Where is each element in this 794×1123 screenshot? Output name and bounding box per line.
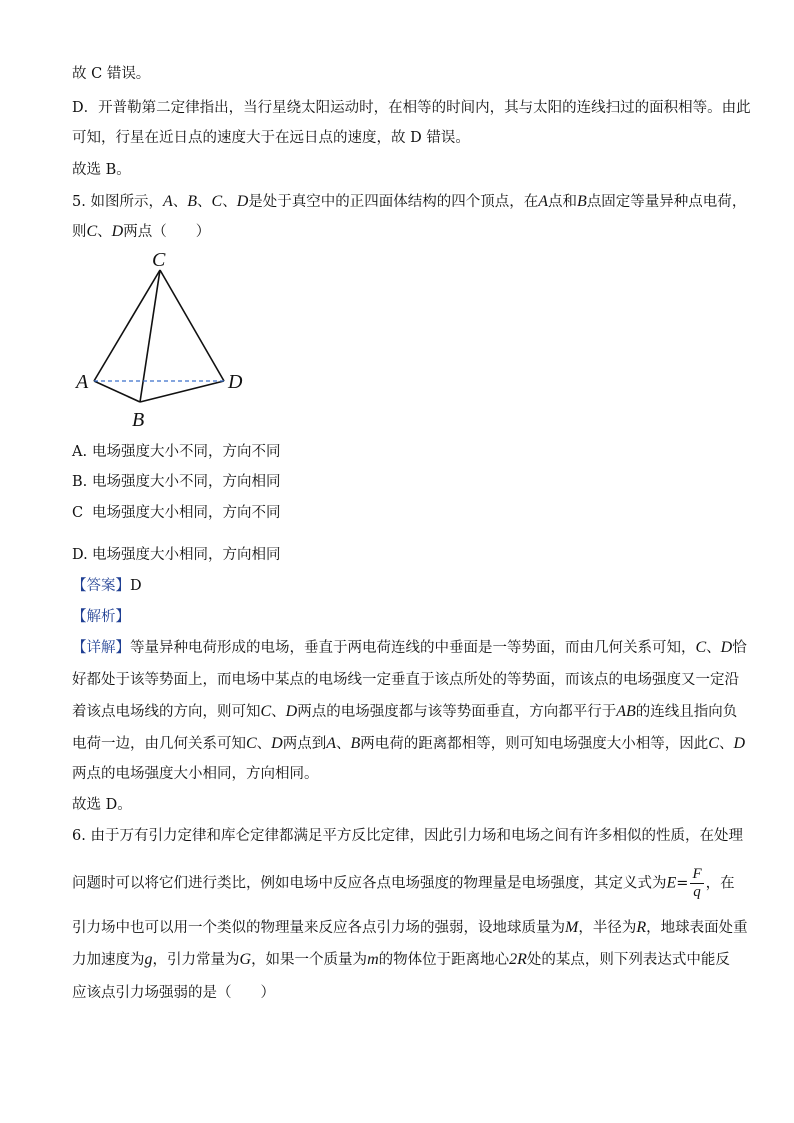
option-c[interactable]: C 电场强度大小相同，方向不同 xyxy=(72,505,281,521)
question-6-line-1: 6. 由于万有引力定律和库仑定律都满足平方反比定律，因此引力场和电场之间有许多相似的性质，在处理 xyxy=(72,828,743,844)
answer-line xyxy=(72,576,142,596)
question-6-line-4: 力加速度为g，引力常量为G，如果一个质量为m的物体位于距离地心2R处的某点，则下列表达式中能反 xyxy=(72,951,730,968)
text-line: 故 C 错误。 xyxy=(72,66,151,82)
vertex-label-d: D xyxy=(228,371,243,393)
option-d[interactable]: D. 电场强度大小相同，方向相同 xyxy=(72,547,281,563)
edge-cb xyxy=(140,270,160,402)
answer-tag: 【答案】 xyxy=(72,578,130,594)
fraction-f-over-q: $\frac{F}{q}$ xyxy=(692,866,702,900)
option-a[interactable]: A. 电场强度大小不同，方向不同 xyxy=(72,444,281,460)
conclusion-line: 故选 D。 xyxy=(72,797,132,813)
vertex-label-c: C xyxy=(152,249,166,271)
option-b[interactable]: B. 电场强度大小不同，方向相同 xyxy=(72,474,281,490)
answer-value: D xyxy=(130,578,142,594)
edge-cd xyxy=(160,270,224,381)
edge-ab xyxy=(94,381,140,402)
question-5-stem: 5. 如图所示，A、B、C、D是处于真空中的正四面体结构的四个顶点，在A点和B点固定等量异种点电荷， xyxy=(72,193,747,210)
detail-line-5: 两点的电场强度大小相同，方向相同。 xyxy=(72,766,319,782)
text-line: D．开普勒第二定律指出，当行星绕太阳运动时，在相等的时间内，其与太阳的连线扫过的面积相等。由此 xyxy=(72,100,751,116)
text-line: 故选 B。 xyxy=(72,162,131,178)
text-line: 可知，行星在近日点的速度大于在远日点的速度，故 D 错误。 xyxy=(72,130,470,146)
analysis-line xyxy=(72,607,130,627)
tetrahedron-figure xyxy=(72,248,262,433)
analysis-tag: 【解析】 xyxy=(72,609,130,625)
detail-line-2: 好都处于该等势面上，而电场中某点的电场线一定垂直于该点所处的等势面，而该点的电场强度又一定沿 xyxy=(72,672,739,688)
edge-bd xyxy=(140,381,224,402)
vertex-label-a: A xyxy=(76,371,89,393)
detail-tag: 【详解】 xyxy=(72,640,130,656)
question-6-line-3: 引力场中也可以用一个类似的物理量来反应各点引力场的强弱，设地球质量为M，半径为R，地球表面处重 xyxy=(72,919,748,936)
question-6-line-2: 问题时可以将它们进行类比，例如电场中反应各点电场强度的物理量是电场强度，其定义式为E= $\frac{F}{q}$ ，在 xyxy=(72,866,735,900)
edge-ca xyxy=(94,270,160,381)
question-6-line-5: 应该点引力场强弱的是（ ） xyxy=(72,985,275,1001)
detail-line-1: 【详解】等量异种电荷形成的电场，垂直于两电荷连线的中垂面是一等势面，而由几何关系可知，C、D恰 xyxy=(72,639,747,656)
question-5-stem-cont: 则C、D两点（ ） xyxy=(72,223,211,240)
vertex-label-b: B xyxy=(132,409,145,431)
detail-line-4: 电荷一边，由几何关系可知C、D两点到A、B两电荷的距离都相等，则可知电场强度大小相等，因此C、D xyxy=(72,735,746,752)
detail-line-3: 着该点电场线的方向，则可知C、D两点的电场强度都与该等势面垂直，方向都平行于AB的连线且指向负 xyxy=(72,703,738,720)
